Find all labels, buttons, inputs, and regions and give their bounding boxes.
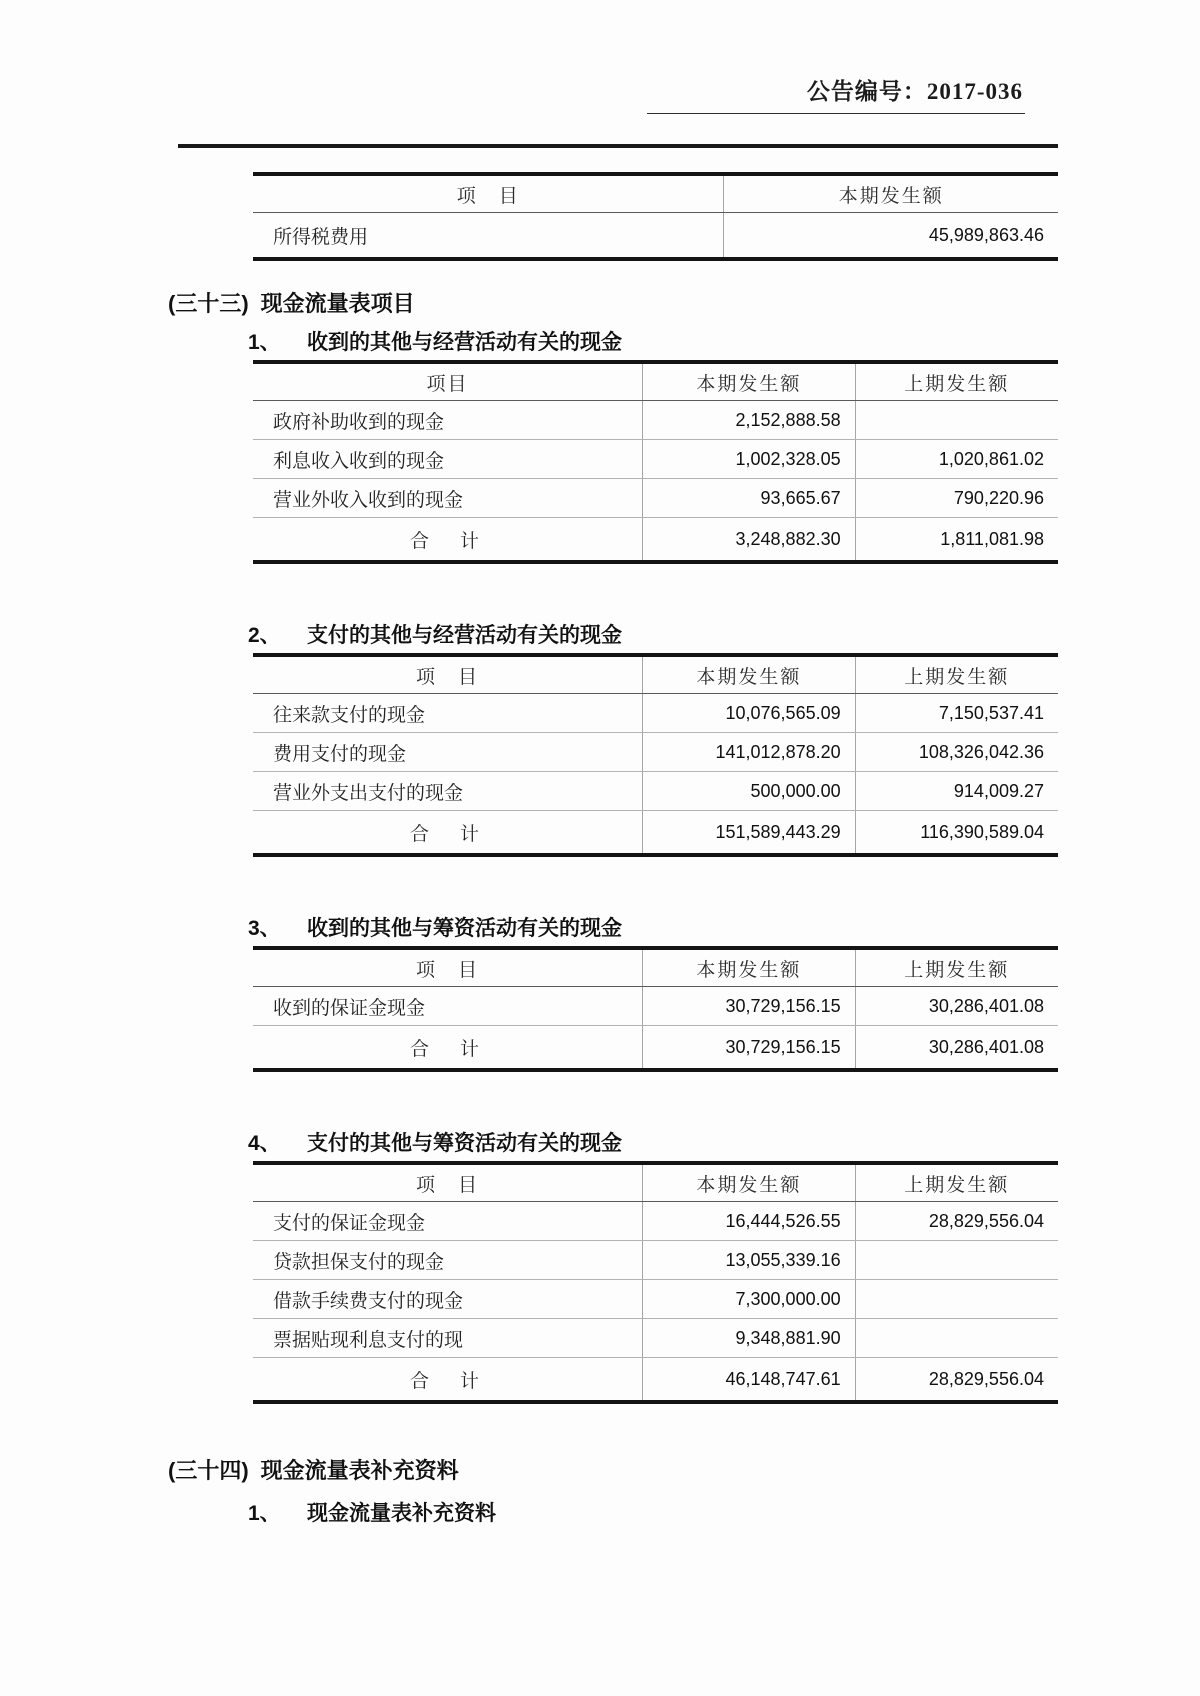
amount-cell: 10,076,565.09 [643,694,856,733]
amount-cell: 3,248,882.30 [643,518,856,563]
column-header: 上期发生额 [855,948,1058,987]
amount-cell: 45,989,863.46 [724,213,1058,260]
amount-cell: 141,012,878.20 [643,733,856,772]
table-total-row [253,1358,1058,1403]
table-total-row [253,811,1058,856]
subsection-title: 收到的其他与筹资活动有关的现金 [307,917,622,940]
amount-cell: 151,589,443.29 [643,811,856,856]
column-header: 项 目 [253,948,643,987]
subsection-5-heading [248,1500,1200,1528]
other-financing-receipts-table [253,946,1058,1072]
other-financing-payments-table [253,1161,1058,1404]
amount-cell: 9,348,881.90 [643,1319,856,1358]
item-cell: 贷款担保支付的现金 [253,1241,643,1280]
subsection-title: 支付的其他与经营活动有关的现金 [307,624,622,647]
column-header: 项 目 [253,1163,643,1202]
item-cell: 收到的保证金现金 [253,987,643,1026]
amount-cell: 30,286,401.08 [855,1026,1058,1071]
amount-cell: 28,829,556.04 [855,1358,1058,1403]
table-header-row [253,1163,1058,1202]
table-header-row [253,362,1058,401]
amount-cell: 2,152,888.58 [643,401,856,440]
income-tax-table [253,172,1058,261]
section-title: 现金流量表补充资料 [260,1458,459,1483]
amount-cell [855,1241,1058,1280]
subsection-number: 1、 [248,331,281,354]
amount-cell: 1,002,328.05 [643,440,856,479]
column-header: 上期发生额 [855,655,1058,694]
subsection-1-heading [248,329,1200,357]
item-cell: 营业外收入收到的现金 [253,479,643,518]
amount-cell: 7,300,000.00 [643,1280,856,1319]
table-row [253,479,1058,518]
column-header: 本期发生额 [643,948,856,987]
column-header: 本期发生额 [643,655,856,694]
table-header-row [253,655,1058,694]
section-34-heading [168,1456,1200,1486]
subsection-number: 3、 [248,917,281,940]
amount-cell: 108,326,042.36 [855,733,1058,772]
table-row [253,1280,1058,1319]
header-rule [178,144,1058,148]
subsection-3-heading [248,915,1200,943]
table-row [253,1202,1058,1241]
table-row [253,440,1058,479]
item-cell: 票据贴现利息支付的现 [253,1319,643,1358]
amount-cell: 46,148,747.61 [643,1358,856,1403]
subsection-title: 支付的其他与筹资活动有关的现金 [307,1132,622,1155]
doc-header [0,0,1025,114]
item-cell: 合 计 [410,1038,486,1060]
table-row [253,987,1058,1026]
item-cell: 所得税费用 [273,226,369,248]
column-header: 本期发生额 [643,362,856,401]
section-number: (三十四) [168,1458,249,1483]
item-cell: 合 计 [410,823,486,845]
item-cell: 合 计 [410,530,486,552]
other-operating-receipts-table [253,360,1058,564]
item-cell: 政府补助收到的现金 [253,401,643,440]
table-row [253,1241,1058,1280]
column-header: 项目 [253,362,643,401]
subsection-number: 2、 [248,624,281,647]
section-number: (三十三) [168,291,249,316]
item-cell: 往来款支付的现金 [253,694,643,733]
subsection-4-heading [248,1130,1200,1158]
amount-cell: 7,150,537.41 [855,694,1058,733]
subsection-title: 现金流量表补充资料 [307,1502,496,1525]
column-header: 项 目 [253,655,643,694]
amount-cell: 790,220.96 [855,479,1058,518]
table-header-row [253,948,1058,987]
table-row [253,694,1058,733]
amount-cell: 116,390,589.04 [855,811,1058,856]
table-header-row [253,174,1058,213]
subsection-title: 收到的其他与经营活动有关的现金 [307,331,622,354]
column-header: 上期发生额 [855,362,1058,401]
table-total-row [253,1026,1058,1071]
item-cell: 合 计 [410,1370,486,1392]
amount-cell: 30,729,156.15 [643,1026,856,1071]
amount-cell: 914,009.27 [855,772,1058,811]
section-title: 现金流量表项目 [260,291,415,316]
section-33-heading [168,289,1200,319]
table-row [253,1319,1058,1358]
amount-cell [855,401,1058,440]
subsection-number: 1、 [248,1502,281,1525]
amount-cell: 1,811,081.98 [855,518,1058,563]
table-row [253,213,1058,260]
table-total-row [253,518,1058,563]
column-header: 项 目 [253,174,724,213]
amount-cell: 13,055,339.16 [643,1241,856,1280]
amount-cell: 16,444,526.55 [643,1202,856,1241]
column-header: 本期发生额 [724,174,1058,213]
doc-number: 公告编号：2017-036 [647,76,1025,114]
table-row [253,401,1058,440]
table-row [253,772,1058,811]
item-cell: 费用支付的现金 [253,733,643,772]
subsection-number: 4、 [248,1132,281,1155]
amount-cell: 28,829,556.04 [855,1202,1058,1241]
amount-cell [855,1280,1058,1319]
amount-cell: 93,665.67 [643,479,856,518]
other-operating-payments-table [253,653,1058,857]
column-header: 本期发生额 [643,1163,856,1202]
subsection-2-heading [248,622,1200,650]
amount-cell [855,1319,1058,1358]
column-header: 上期发生额 [855,1163,1058,1202]
item-cell: 支付的保证金现金 [253,1202,643,1241]
item-cell: 营业外支出支付的现金 [253,772,643,811]
item-cell: 借款手续费支付的现金 [253,1280,643,1319]
amount-cell: 30,286,401.08 [855,987,1058,1026]
table-row [253,733,1058,772]
amount-cell: 1,020,861.02 [855,440,1058,479]
item-cell: 利息收入收到的现金 [253,440,643,479]
amount-cell: 30,729,156.15 [643,987,856,1026]
amount-cell: 500,000.00 [643,772,856,811]
